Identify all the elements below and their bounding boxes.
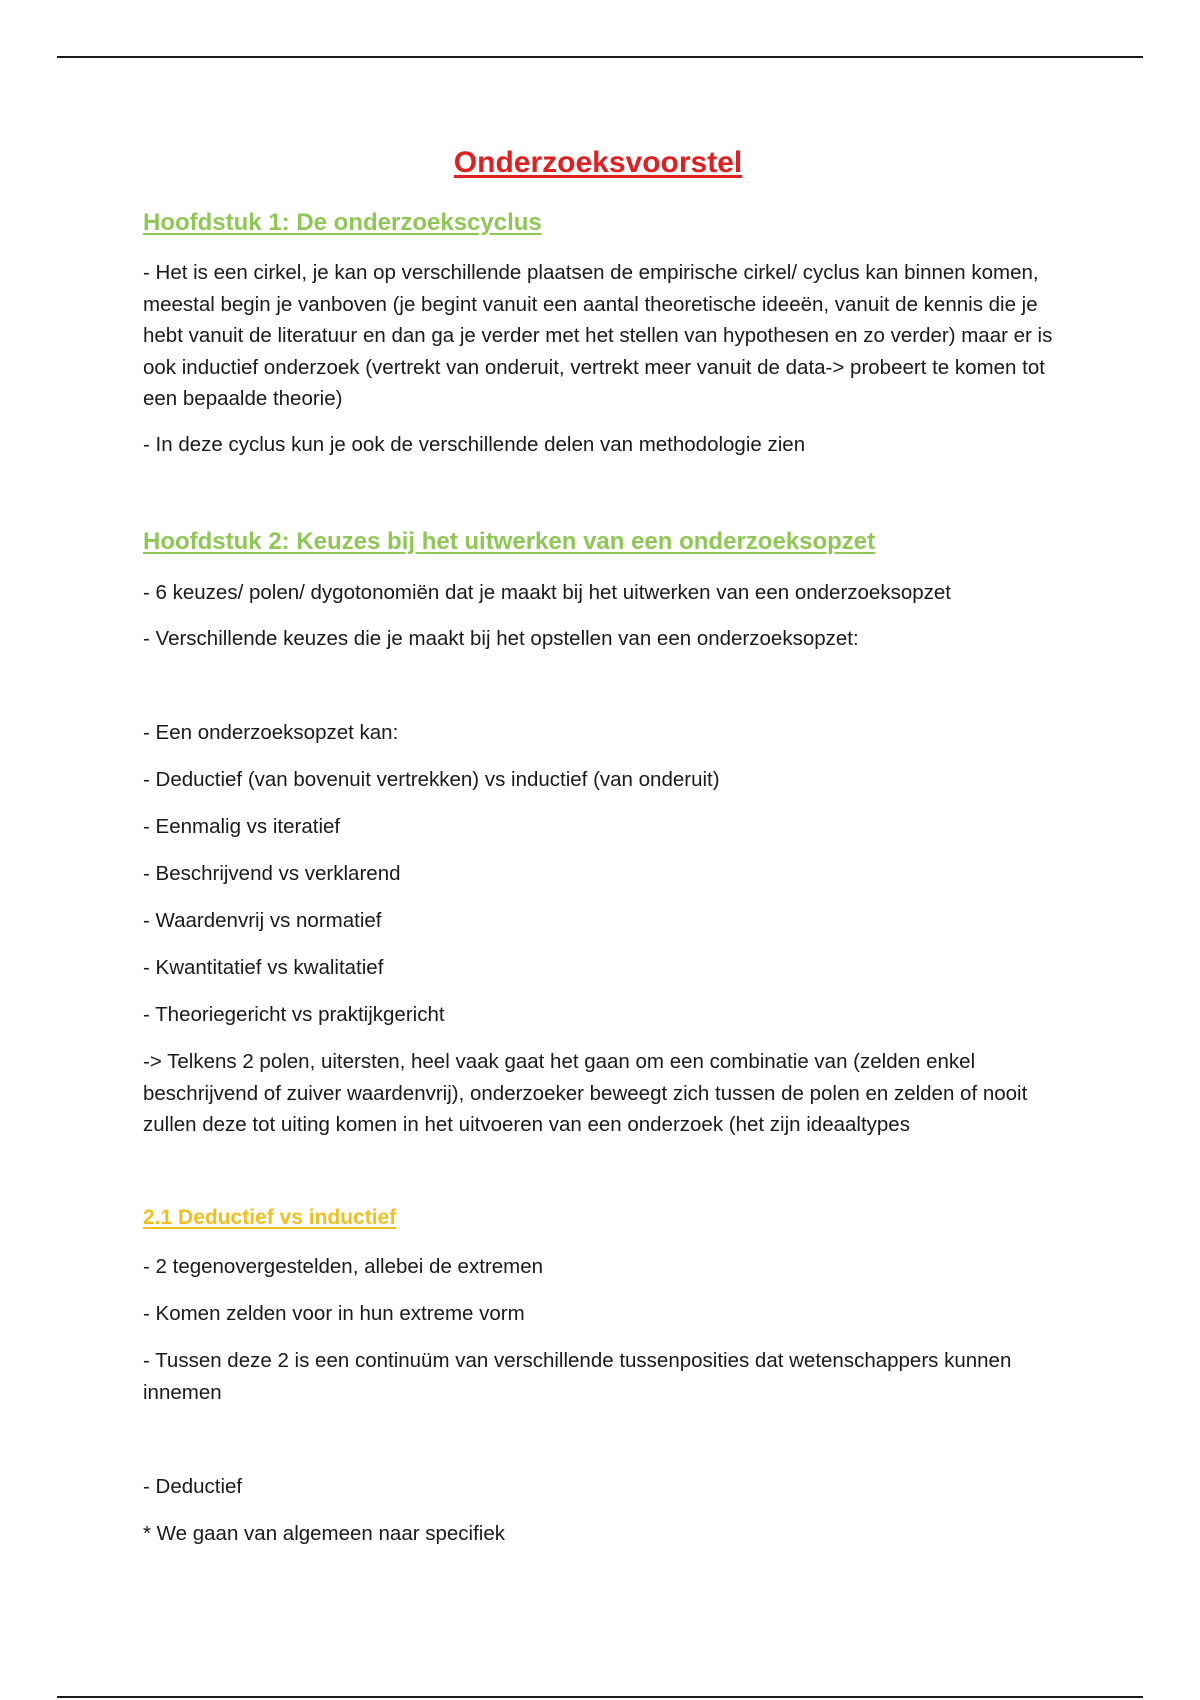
chapter1-paragraph: - In deze cyclus kun je ook de verschillende delen van methodologie zien (143, 433, 806, 456)
chapter2-list-item: - Waardenvrij vs normatief (143, 909, 382, 932)
chapter2-list-item: - Eenmalig vs iteratief (143, 815, 341, 838)
chapter1-paragraph: - Het is een cirkel, je kan op verschillende plaatsen de empirische cirkel/ cyclus kan binnen komen, meestal begin je vanboven (je begint vanuit een aantal theoretische ideeën, vanuit de kennis die je hebt vanuit de literatuur en dan ga je verder met het stellen van hypothesen en zo verder) maar er is ook inductief onderzoek (vertrekt van onderuit, vertrekt meer vanuit de data-> probeert te komen tot een bepaalde theorie) (143, 261, 1053, 410)
chapter2-list-item: - Theoriegericht vs praktijkgericht (143, 1003, 445, 1026)
section-2-1-paragraph: - Deductief (143, 1475, 243, 1498)
section-2-1-paragraph: - Tussen deze 2 is een continuüm van verschillende tussenposities dat wetenschappers kunnen innemen (143, 1349, 1012, 1404)
section-2-1-paragraph: * We gaan van algemeen naar specifiek (143, 1522, 506, 1545)
section-2-1-heading: 2.1 Deductief vs inductief (143, 1206, 397, 1229)
chapter2-list-item: - Deductief (van bovenuit vertrekken) vs inductief (van onderuit) (143, 768, 720, 791)
document-title: Onderzoeksvoorstel (453, 146, 743, 179)
section-2-1-paragraph: - Komen zelden voor in hun extreme vorm (143, 1302, 525, 1325)
chapter2-paragraph: - 6 keuzes/ polen/ dygotonomiën dat je maakt bij het uitwerken van een onderzoeksopzet (143, 581, 951, 604)
chapter2-list-item: - Beschrijvend vs verklarend (143, 862, 401, 885)
chapter2-paragraph: - Een onderzoeksopzet kan: (143, 721, 399, 744)
chapter2-heading: Hoofdstuk 2: Keuzes bij het uitwerken van een onderzoeksopzet (143, 528, 876, 555)
section-2-1-paragraph: - 2 tegenovergestelden, allebei de extremen (143, 1255, 544, 1278)
bottom-rule (57, 1696, 1143, 1698)
chapter2-paragraph: - Verschillende keuzes die je maakt bij het opstellen van een onderzoeksopzet: (143, 627, 859, 650)
chapter2-list-item: - Kwantitatief vs kwalitatief (143, 956, 384, 979)
chapter2-paragraph: -> Telkens 2 polen, uitersten, heel vaak gaat het gaan om een combinatie van (zelden enkel beschrijvend of zuiver waardenvrij), onderzoeker beweegt zich tussen de polen en zelden of nooit zullen deze tot uiting komen in het uitvoeren van een onderzoek (het zijn ideaaltypes (143, 1050, 1028, 1136)
top-rule (57, 56, 1143, 58)
chapter1-heading: Hoofdstuk 1: De onderzoekscyclus (143, 209, 542, 236)
